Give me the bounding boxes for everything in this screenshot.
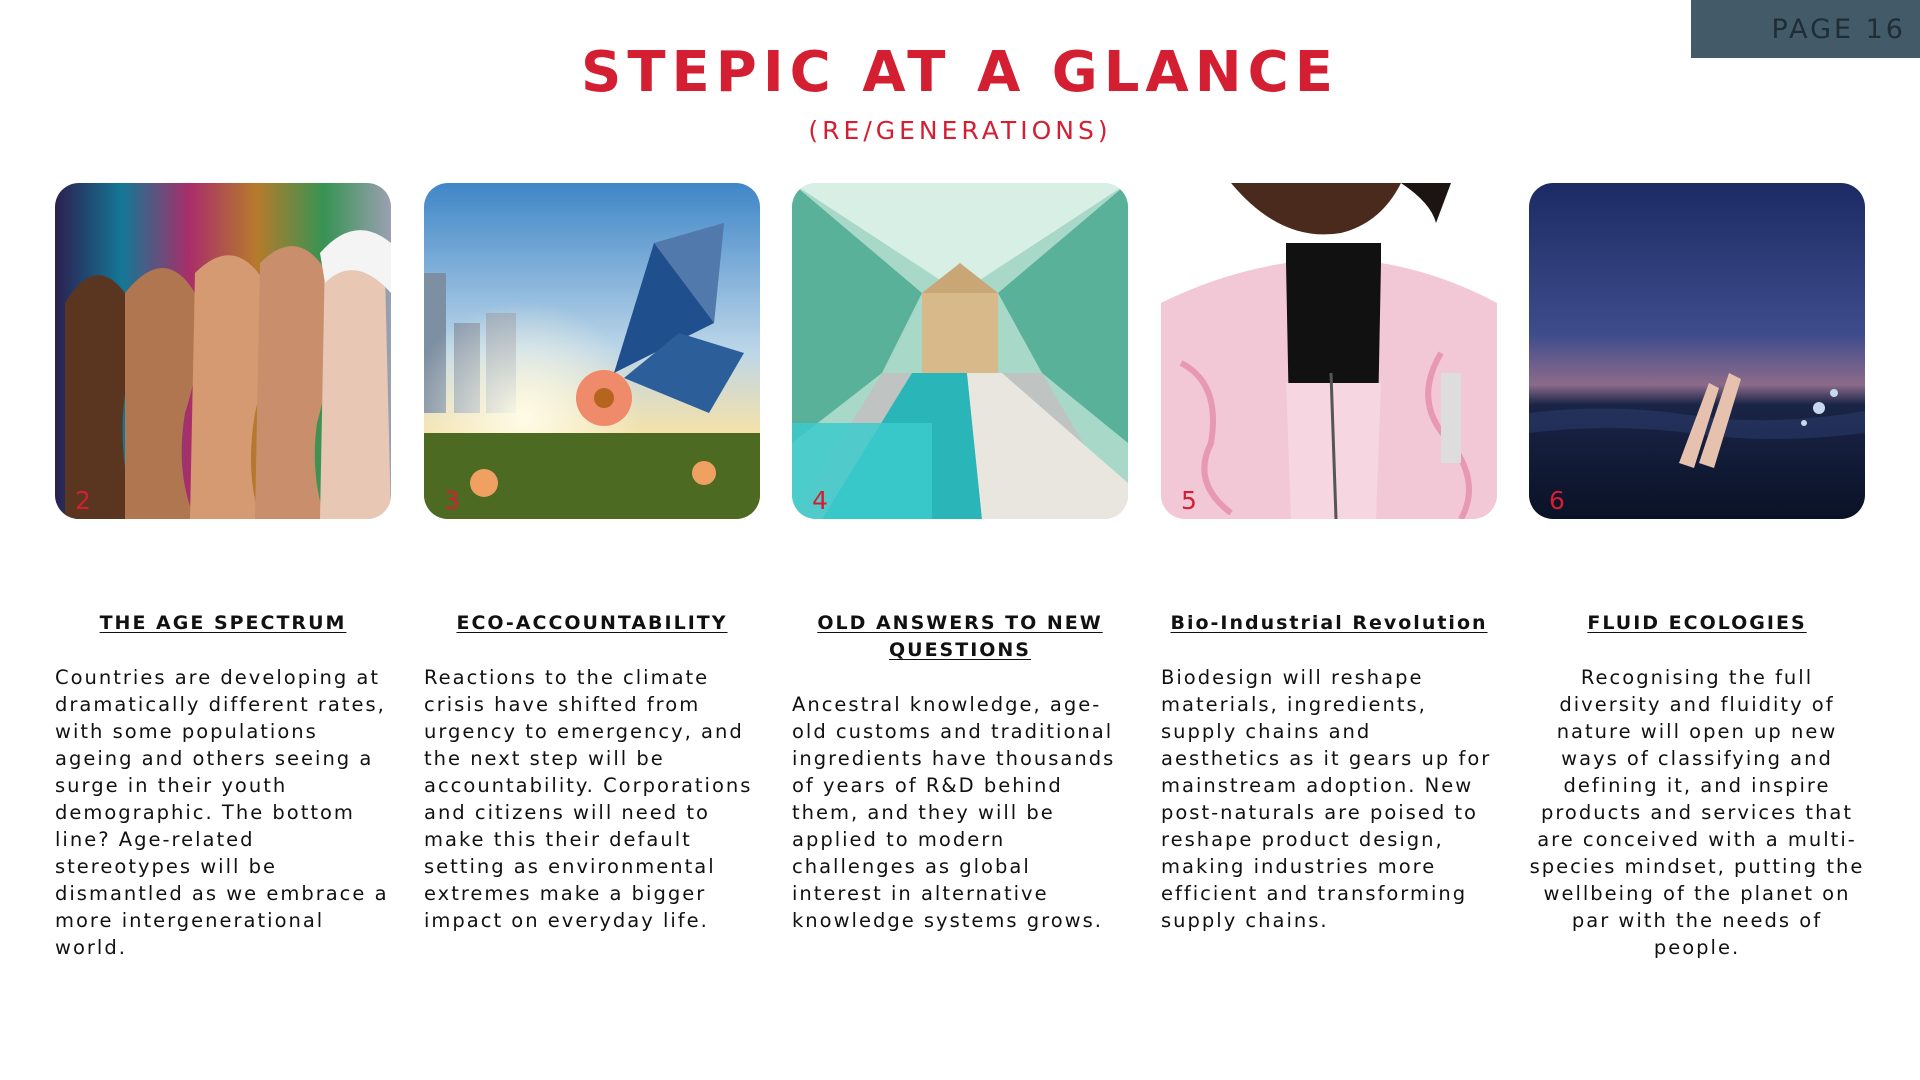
trend-number: 3 bbox=[444, 486, 460, 515]
trend-heading: Bio-Industrial Revolution bbox=[1170, 612, 1488, 634]
trend-description: Ancestral knowledge, age-old customs and traditional ingredients have thousands of years of R&D behind them, and they will be applied to modern challenges as global interest in alternative knowledge systems grows. bbox=[792, 693, 1116, 932]
page-subtitle: (RE/GENERATIONS) bbox=[808, 116, 1112, 145]
trend-number: 5 bbox=[1181, 486, 1197, 515]
trend-number: 6 bbox=[1549, 486, 1565, 515]
trend-image-fluid-ecologies bbox=[1529, 183, 1865, 519]
trend-image-bio-industrial bbox=[1161, 183, 1497, 519]
trend-card-fluid-ecologies bbox=[1529, 183, 1865, 959]
trend-image-old-answers bbox=[792, 183, 1128, 519]
trend-card-old-answers bbox=[792, 183, 1128, 932]
trend-heading: FLUID ECOLOGIES bbox=[1587, 612, 1807, 634]
trend-number: 4 bbox=[812, 486, 828, 515]
trend-heading: THE AGE SPECTRUM bbox=[99, 612, 347, 634]
trend-heading: ECO-ACCOUNTABILITY bbox=[456, 612, 728, 634]
page-title: STEPIC AT A GLANCE bbox=[581, 40, 1339, 105]
trend-description: Biodesign will reshape materials, ingredients, supply chains and aesthetics as it gears up for mainstream adoption. New post-naturals are poised to reshape product design, making industries more efficient and transforming supply chains. bbox=[1161, 666, 1492, 932]
trend-description: Countries are developing at dramatically different rates, with some populations ageing and others seeing a surge in their youth demographic. The bottom line? Age-related stereotypes will be dismantled as we embrace a more intergenerational world. bbox=[55, 666, 389, 959]
trend-card-age-spectrum bbox=[55, 183, 391, 959]
trend-heading: OLD ANSWERS TO NEW QUESTIONS bbox=[817, 612, 1103, 661]
trend-description: Reactions to the climate crisis have shifted from urgency to emergency, and the next step will be accountability. Corporations and citizens will need to make this their default setting as environmental extremes make a bigger impact on everyday life. bbox=[424, 666, 753, 932]
trend-number: 2 bbox=[75, 486, 91, 515]
page-label: PAGE 16 bbox=[1691, 0, 1920, 58]
trend-image-age-spectrum bbox=[55, 183, 391, 519]
trend-card-bio-industrial bbox=[1161, 183, 1497, 932]
trend-card-eco-accountability bbox=[424, 183, 760, 932]
trend-description: Recognising the full diversity and fluidity of nature will open up new ways of classifying and defining it, and inspire products and services that are conceived with a multi-species mindset, putting the wellbeing of the planet on par with the needs of people. bbox=[1529, 666, 1865, 959]
trend-image-eco-accountability bbox=[424, 183, 760, 519]
